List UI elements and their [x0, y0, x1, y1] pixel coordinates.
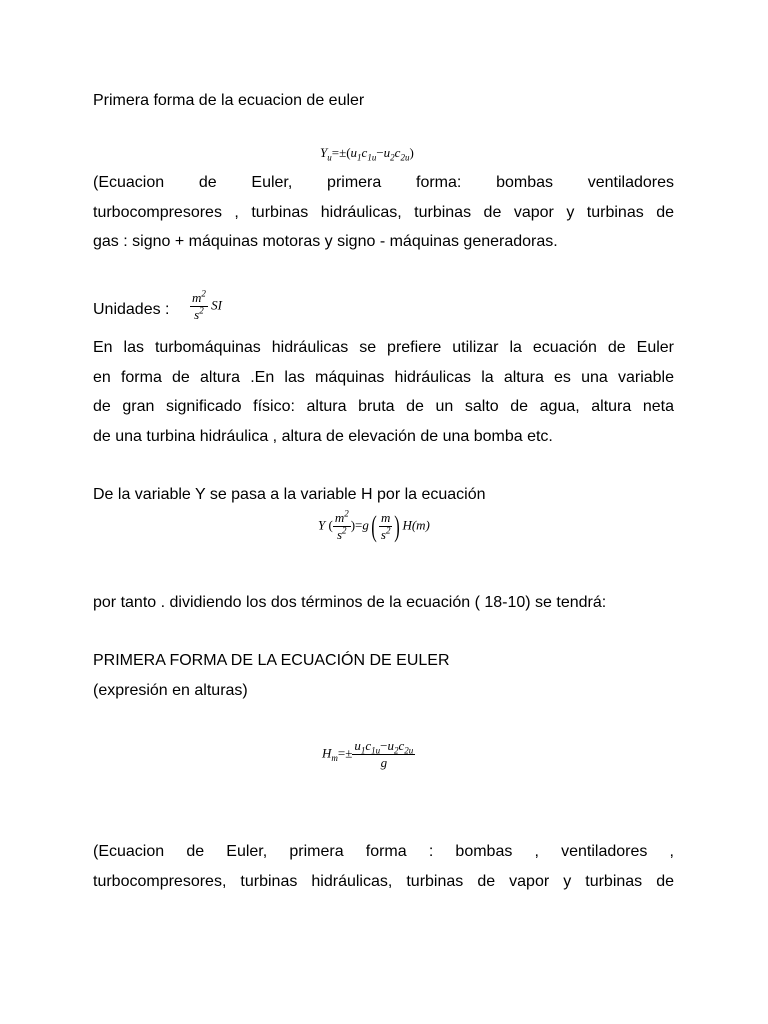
equation-y-to-h — [318, 510, 430, 543]
paragraph-line: turbocompresores , turbinas hidráulicas, turbinas de vapor y turbinas de — [93, 203, 674, 221]
eq3-symbol: =± — [337, 745, 353, 761]
section-heading: PRIMERA FORMA DE LA ECUACIÓN DE EULER — [93, 652, 450, 669]
math-symbol: m — [334, 510, 345, 525]
math-symbol: 2 — [342, 525, 347, 536]
units-expression — [190, 290, 222, 323]
paragraph-line: En las turbomáquinas hidráulicas se prefiere utilizar la ecuación de Euler — [93, 339, 674, 356]
paragraph-line: de gran significado físico: altura bruta de un salto de agua, altura neta — [93, 398, 674, 415]
math-symbol: m — [380, 510, 391, 525]
fraction — [333, 510, 351, 543]
eq1-symbol: =±( — [331, 145, 351, 160]
eq2-symbol: ( — [328, 517, 333, 533]
fraction-denominator — [190, 307, 208, 323]
fraction — [379, 510, 393, 543]
eq2-symbol: (m) — [411, 517, 430, 533]
math-symbol: s — [194, 307, 200, 322]
math-symbol: 2 — [344, 508, 349, 519]
paragraph-height-form — [93, 333, 674, 451]
paren-close: ) — [394, 509, 401, 543]
eq3-symbol: m — [331, 753, 338, 764]
eq1-symbol: 1 — [357, 152, 362, 163]
units-line — [93, 290, 674, 330]
paragraph-line: turbocompresores, turbinas hidráulicas, turbinas de vapor y turbinas de — [93, 872, 674, 890]
eq1-symbol: 2 — [390, 152, 395, 163]
eq1-symbol: ) — [409, 145, 414, 160]
eq1-symbol: 1u — [367, 152, 377, 163]
math-symbol: 2 — [393, 745, 399, 756]
math-symbol: m — [192, 290, 202, 305]
math-symbol: u — [387, 738, 394, 753]
euler-equation-energy — [320, 145, 414, 161]
fraction-numerator — [190, 290, 208, 307]
paragraph-variable-change: De la variable Y se pasa a la variable H por la ecuación — [93, 486, 486, 503]
eq1-symbol: Y — [320, 145, 328, 160]
paragraph-dividing-terms: por tanto . dividiendo los dos términos de la ecuación ( 18-10) se tendrá: — [93, 594, 607, 611]
eq1-symbol: c — [361, 145, 368, 160]
units-label: Unidades : — [93, 301, 170, 318]
math-symbol: 2u — [404, 745, 414, 756]
paragraph-line: (Ecuacion de Euler, primera forma : bombas , ventiladores , — [93, 843, 674, 860]
math-symbol: s — [336, 527, 343, 542]
section-subheading: (expresión en alturas) — [93, 682, 248, 699]
eq1-symbol: 2u — [400, 152, 410, 163]
math-symbol: 1 — [360, 745, 366, 756]
paragraph-line: (Ecuacion de Euler, primera forma: bombas ventiladores — [93, 174, 674, 191]
math-symbol: g — [380, 755, 388, 770]
fraction-numerator — [379, 510, 393, 527]
math-symbol: 1u — [371, 745, 381, 756]
math-symbol: SI — [211, 297, 222, 313]
math-symbol: c — [398, 738, 405, 753]
document-title-line: Primera forma de la ecuacion de euler — [93, 92, 365, 109]
fraction-denominator — [333, 527, 351, 543]
paren-open: ( — [371, 509, 377, 543]
math-symbol: 2 — [385, 525, 391, 536]
eq2-symbol: )= — [350, 517, 363, 533]
math-symbol: − — [380, 738, 388, 753]
eq1-symbol: c — [394, 145, 401, 160]
math-symbol: s — [380, 527, 386, 542]
fraction-denominator — [352, 755, 415, 771]
paragraph-line: de una turbina hidráulica , altura de elevación de una bomba etc. — [93, 427, 553, 445]
eq1-symbol: − — [376, 145, 384, 160]
eq2-symbol: Y — [318, 517, 326, 533]
eq1-symbol: u — [350, 145, 358, 160]
paragraph-line: en forma de altura .En las máquinas hidráulicas la altura es una variable — [93, 368, 674, 386]
math-symbol: c — [365, 738, 372, 753]
eq2-symbol: H — [402, 517, 412, 533]
paragraph-line: gas : signo + máquinas motoras y signo - máquinas generadoras. — [93, 233, 558, 250]
math-symbol: 2 — [201, 288, 206, 299]
fraction-numerator — [352, 738, 415, 755]
paragraph-euler-first-form — [93, 168, 674, 257]
math-symbol: 2 — [199, 305, 204, 316]
units-fraction — [190, 290, 208, 323]
eq2-symbol: g — [362, 517, 369, 533]
eq1-symbol: u — [383, 145, 391, 160]
eq3-symbol: H — [322, 745, 332, 761]
eq1-symbol: u — [327, 152, 332, 163]
fraction-numerator — [333, 510, 351, 527]
fraction-denominator — [379, 527, 393, 543]
euler-equation-height — [322, 738, 415, 771]
paragraph-euler-first-form-repeat — [93, 837, 674, 896]
math-symbol: u — [354, 738, 361, 753]
fraction — [352, 738, 415, 771]
